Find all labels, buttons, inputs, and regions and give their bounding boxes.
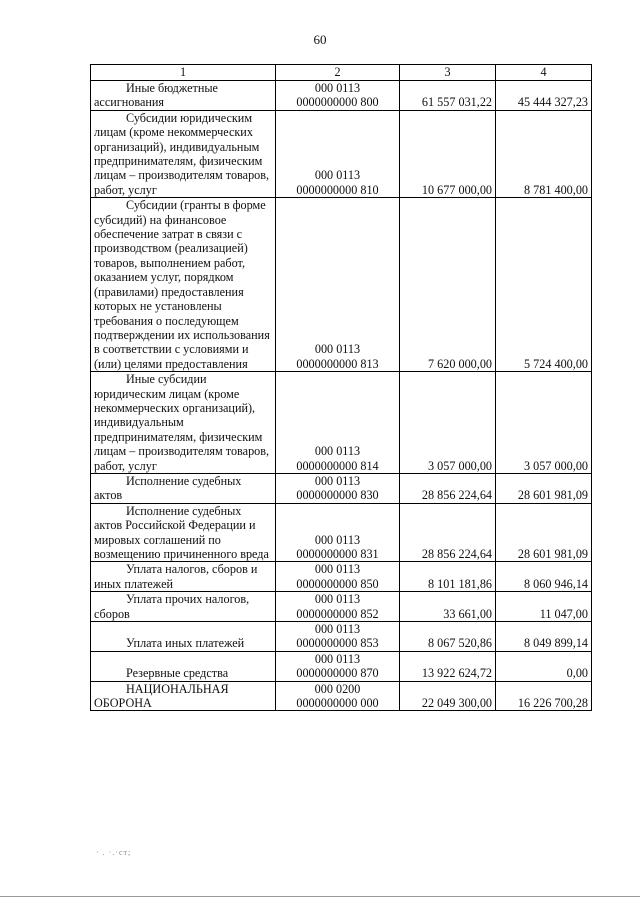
code-section: 000 0113 <box>314 622 361 637</box>
row-code <box>276 198 400 372</box>
code-section: 000 0113 <box>314 473 361 488</box>
row-name: Уплата прочих налогов, сборов <box>91 592 276 622</box>
table-row <box>91 592 592 622</box>
row-name: Уплата налогов, сборов и иных платежей <box>91 562 276 592</box>
budget-table <box>90 64 592 711</box>
row-value-col4: 8 049 899,14 <box>496 622 592 652</box>
table-row <box>91 372 592 474</box>
code-section: 000 0113 <box>314 562 361 577</box>
code-section: 000 0113 <box>314 592 361 607</box>
row-code <box>276 592 400 622</box>
code-section: 000 0113 <box>314 532 361 547</box>
row-name: Иные бюджетные ассигнования <box>91 81 276 111</box>
code-target: 0000000000 000 <box>296 696 379 711</box>
header-col-4: 4 <box>496 65 592 81</box>
table-row <box>91 110 592 197</box>
row-value-col4: 8 781 400,00 <box>496 110 592 197</box>
row-value-col3: 10 677 000,00 <box>400 110 496 197</box>
row-value-col3: 8 067 520,86 <box>400 622 496 652</box>
code-target: 0000000000 800 <box>296 95 379 110</box>
row-name: Иные субсидии юридическим лицам (кроме некоммерческих организаций), индивидуальным предпринимателям, физическим лицам – производителям товаров, работ, услуг <box>91 372 276 474</box>
row-code <box>276 372 400 474</box>
row-value-col4: 8 060 946,14 <box>496 562 592 592</box>
table-row <box>91 198 592 372</box>
row-code <box>276 110 400 197</box>
header-col-1: 1 <box>91 65 276 81</box>
code-target: 0000000000 810 <box>296 182 379 197</box>
row-value-col3: 3 057 000,00 <box>400 372 496 474</box>
code-target: 0000000000 853 <box>296 636 379 651</box>
row-code <box>276 562 400 592</box>
code-target: 0000000000 831 <box>296 547 379 561</box>
code-target: 0000000000 870 <box>296 666 379 681</box>
code-target: 0000000000 813 <box>296 356 379 371</box>
row-value-col4: 0,00 <box>496 651 592 681</box>
code-target: 0000000000 852 <box>296 606 379 621</box>
row-value-col4: 28 601 981,09 <box>496 473 592 503</box>
row-code <box>276 81 400 111</box>
row-value-col3: 7 620 000,00 <box>400 198 496 372</box>
table-row <box>91 562 592 592</box>
row-value-col3: 61 557 031,22 <box>400 81 496 111</box>
row-name: Исполнение судебных актов <box>91 473 276 503</box>
code-target: 0000000000 830 <box>296 488 379 503</box>
code-section: 000 0113 <box>314 444 361 459</box>
row-value-col4: 28 601 981,09 <box>496 503 592 562</box>
row-value-col4: 16 226 700,28 <box>496 681 592 711</box>
row-value-col3: 13 922 624,72 <box>400 651 496 681</box>
row-code <box>276 681 400 711</box>
code-section: 000 0113 <box>314 651 361 666</box>
row-value-col3: 33 661,00 <box>400 592 496 622</box>
code-target: 0000000000 850 <box>296 576 379 591</box>
table-header-row <box>91 65 592 81</box>
row-name: Уплата иных платежей <box>91 622 276 652</box>
code-section: 000 0200 <box>314 681 361 696</box>
row-code <box>276 622 400 652</box>
row-value-col4: 3 057 000,00 <box>496 372 592 474</box>
row-value-col3: 28 856 224,64 <box>400 473 496 503</box>
header-col-2: 2 <box>276 65 400 81</box>
row-name: Исполнение судебных актов Российской Федерации и мировых соглашений по возмещению причиненного вреда <box>91 503 276 562</box>
row-value-col4: 45 444 327,23 <box>496 81 592 111</box>
row-value-col4: 11 047,00 <box>496 592 592 622</box>
table-row <box>91 651 592 681</box>
row-code <box>276 473 400 503</box>
code-section: 000 0113 <box>314 81 361 95</box>
row-name: Субсидии (гранты в форме субсидий) на финансовое обеспечение затрат в связи с производством (реализацией) товаров, выполнением работ, оказанием услуг, порядком (правилами) предоставления которых не установлены требования о последующем подтверждении их использования в соответствии с условиями и (или) целями предоставления <box>91 198 276 372</box>
row-value-col4: 5 724 400,00 <box>496 198 592 372</box>
table-row <box>91 473 592 503</box>
row-code <box>276 651 400 681</box>
table-row <box>91 622 592 652</box>
row-name: Субсидии юридическим лицам (кроме некоммерческих организаций), индивидуальным предпринимателям, физическим лицам – производителям товаров, работ, услуг <box>91 110 276 197</box>
row-value-col3: 22 049 300,00 <box>400 681 496 711</box>
page-number: 60 <box>313 32 327 47</box>
row-value-col3: 8 101 181,86 <box>400 562 496 592</box>
code-section: 000 0113 <box>314 168 361 183</box>
table-row <box>91 681 592 711</box>
code-target: 0000000000 814 <box>296 458 379 473</box>
row-name: Резервные средства <box>91 651 276 681</box>
bottom-rule <box>0 896 640 897</box>
table-row <box>91 503 592 562</box>
header-col-3: 3 <box>400 65 496 81</box>
table-row <box>91 81 592 111</box>
row-value-col3: 28 856 224,64 <box>400 503 496 562</box>
code-section: 000 0113 <box>314 342 361 357</box>
scan-mark: · . ·.·ст; <box>96 848 132 857</box>
row-code <box>276 503 400 562</box>
row-name: НАЦИОНАЛЬНАЯ ОБОРОНА <box>91 681 276 711</box>
